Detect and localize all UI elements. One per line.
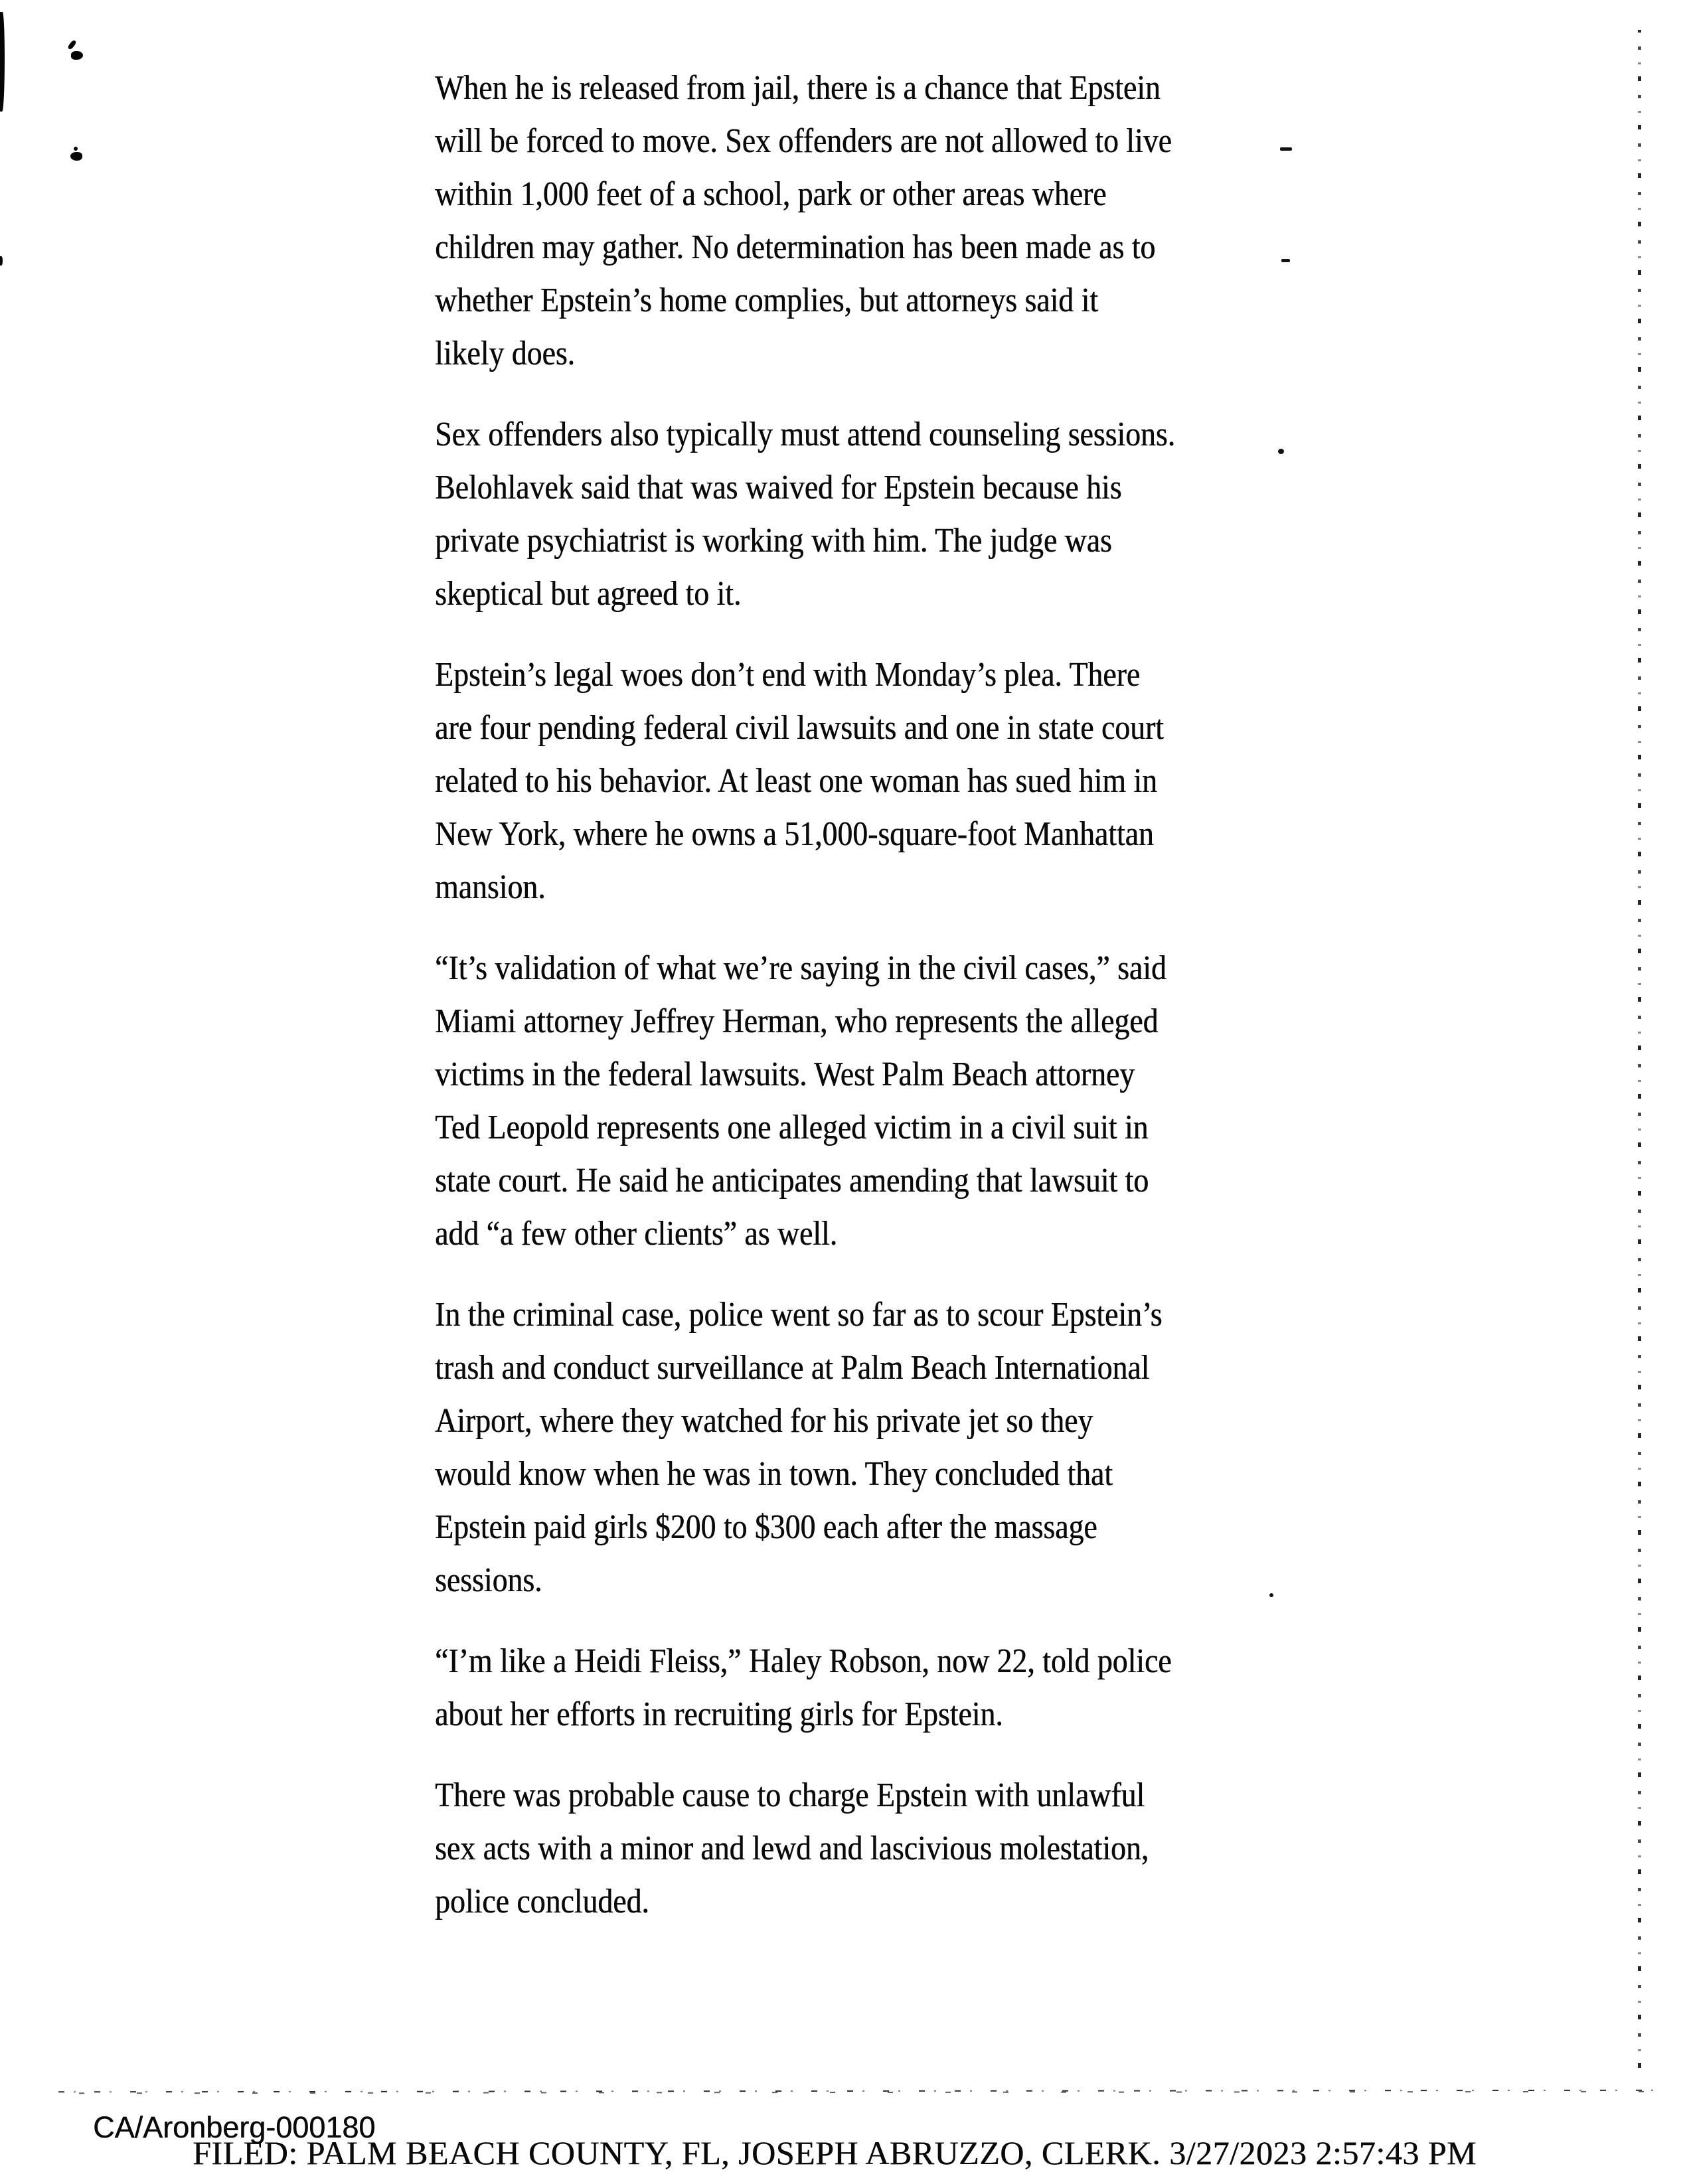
text-line: Epstein’s legal woes don’t end with Monday’s plea. There (435, 656, 1141, 694)
text-line: within 1,000 feet of a school, park or other areas where (435, 175, 1107, 213)
text-line: New York, where he owns a 51,000-square-foot Manhattan (435, 815, 1154, 853)
text-line: private psychiatrist is working with him. The judge was (435, 522, 1112, 560)
text-line: Ted Leopold represents one alleged victim in a civil suit in (435, 1109, 1149, 1146)
scan-artifact-right-dotted-line (1638, 30, 1641, 2068)
text-line: children may gather. No determination has been made as to (435, 228, 1156, 266)
text-line: sex acts with a minor and lewd and lascivious molestation, (435, 1830, 1149, 1867)
filed-stamp: FILED: PALM BEACH COUNTY, FL, JOSEPH ABRUZZO, CLERK. 3/27/2023 2:57:43 PM (193, 2134, 1477, 2171)
scan-artifact-smudge (70, 152, 82, 161)
text-line: mansion. (435, 868, 546, 906)
text-line: Airport, where they watched for his private jet so they (435, 1402, 1093, 1440)
text-line: will be forced to move. Sex offenders are not allowed to live (435, 122, 1172, 160)
paragraph-legal-woes (435, 649, 1311, 914)
text-line: “I’m like a Heidi Fleiss,” Haley Robson, now 22, told police (435, 1642, 1172, 1680)
paragraph-probable-cause (435, 1769, 1311, 1928)
text-line: victims in the federal lawsuits. West Palm Beach attorney (435, 1055, 1135, 1093)
text-line: add “a few other clients” as well. (435, 1215, 838, 1253)
text-line: Belohlavek said that was waived for Epstein because his (435, 469, 1122, 507)
text-line: state court. He said he anticipates amending that lawsuit to (435, 1162, 1149, 1200)
text-line: skeptical but agreed to it. (435, 575, 742, 613)
text-line: whether Epstein’s home complies, but attorneys said it (435, 281, 1098, 319)
text-line: Sex offenders also typically must attend counseling sessions. (435, 416, 1176, 453)
text-line: There was probable cause to charge Epstein with unlawful (435, 1776, 1145, 1814)
paragraph-civil-cases-quote (435, 942, 1311, 1261)
bates-number: CA/Aronberg-000180 (93, 2110, 376, 2144)
text-line: In the criminal case, police went so far as to scour Epstein’s (435, 1296, 1163, 1334)
scan-artifact-noise-separator-line (58, 2089, 1664, 2095)
text-line: sessions. (435, 1561, 542, 1599)
paragraph-release-from-jail (435, 62, 1311, 380)
text-line: “It’s validation of what we’re saying in the civil cases,” said (435, 949, 1166, 987)
text-line: police concluded. (435, 1883, 649, 1920)
scan-artifact-smudge (71, 51, 83, 60)
text-line: Miami attorney Jeffrey Herman, who represents the alleged (435, 1002, 1159, 1040)
text-line: likely does. (435, 335, 575, 372)
scan-artifact-smudge (74, 147, 78, 151)
text-line: are four pending federal civil lawsuits and one in state court (435, 709, 1164, 747)
text-line: would know when he was in town. They concluded that (435, 1455, 1113, 1493)
scan-artifact-smudge (67, 39, 77, 50)
scan-artifact-left-edge-blob (0, 12, 5, 112)
text-line: trash and conduct surveillance at Palm Beach International (435, 1349, 1150, 1387)
text-line: Epstein paid girls $200 to $300 each after the massage (435, 1508, 1097, 1546)
article-body (435, 62, 1311, 1956)
text-line: about her efforts in recruiting girls for Epstein. (435, 1695, 1003, 1733)
paragraph-criminal-case-surveillance (435, 1288, 1311, 1607)
scan-artifact-left-edge-mark (0, 256, 3, 266)
paragraph-heidi-fleiss-quote (435, 1635, 1311, 1741)
text-line: When he is released from jail, there is a chance that Epstein (435, 69, 1161, 107)
paragraph-counseling-sessions (435, 408, 1311, 621)
text-line: related to his behavior. At least one woman has sued him in (435, 762, 1157, 800)
